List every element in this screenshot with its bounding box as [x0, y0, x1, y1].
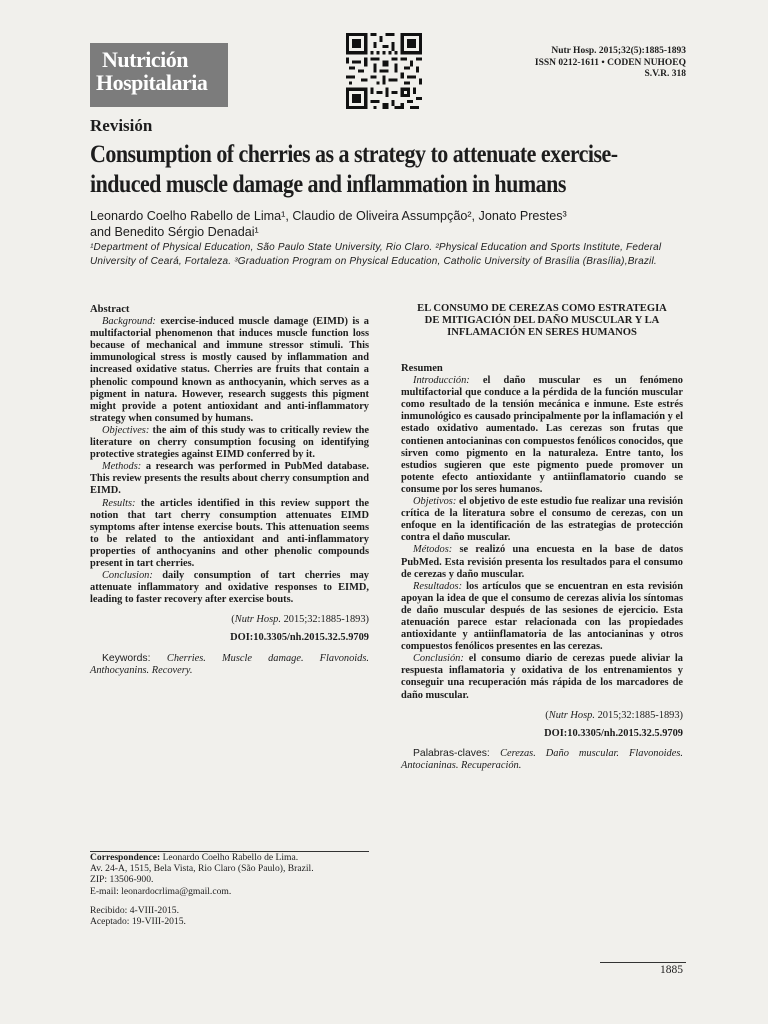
journal-metadata	[535, 46, 686, 81]
cite-es-rest: 2015;32:1885-1893)	[594, 709, 683, 721]
correspondence-zip: ZIP: 13506-900.	[90, 874, 154, 886]
received-date: Recibido: 4-VIII-2015.	[90, 904, 179, 916]
resumen-objectives	[401, 496, 683, 544]
affiliations: ¹Department of Physical Education, São Paulo State University, Rio Claro. ²Physical Education and Sports Institute, Federal University of Ceará, Fortaleza. ³Graduation Program on Physical Education, Catholic University of Brasília (Brasília),Brazil.	[90, 242, 662, 267]
background-label: Background:	[102, 316, 156, 328]
intro-label: Introducción:	[413, 375, 470, 387]
intro-text: el daño muscular es un fenómeno multifactorial que conduce a la pérdida de la función muscular como resultado de la tensión mecánica e inmune. Este estrés inmunológico es causado principalmente por la inflamación y el estado oxidativo aumentado. Las cerezas son frutas que contienen antocianinas con compuestos fenólicos conocidos, que sirven como pigmento en la naturaleza. Entre tanto, los estudios sugieren que este pigmento puede promover un potente efecto antioxidante y antiinflamatorio cuando se consume por los seres humanos.	[401, 375, 684, 495]
methods-label: Methods:	[102, 461, 142, 473]
resumen-methods	[401, 544, 683, 580]
cite-es-open: (	[545, 709, 549, 721]
background-text: exercise-induced muscle damage (EIMD) is a multifactorial phenomenon that induces muscle function loss because of mechanical and immune stressor stimuli. This immunological stress is mostly caused by inflammation and increased oxidative status. Cherries are fruits that contain a phenolic compound known as anthocyanin, which serves as a pigment in natura. However, research suggests this pigment might provide a potent antioxidant and anti-inflammatory strategy when consumed by humans.	[90, 316, 369, 424]
page-number: 1885	[660, 964, 683, 976]
citation-es	[401, 710, 683, 722]
journal-name-line1: Nutrición	[102, 47, 188, 72]
issn-line: ISSN 0212-1611 • CODEN NUHOEQ	[534, 57, 686, 68]
resultados-label: Resultados:	[413, 580, 463, 592]
keywords	[90, 653, 369, 677]
abstract-objectives	[90, 425, 369, 461]
authors	[90, 208, 690, 240]
journal-name-line2: Hospitalaria	[96, 70, 208, 95]
cite-es-journal: Nutr Hosp.	[548, 709, 595, 721]
keywords-list: Cherries. Muscle damage. Flavonoids. Anthocyanins. Recovery.	[90, 652, 370, 676]
abstract-conclusion	[90, 570, 369, 606]
keywords-es-list: Cerezas. Daño muscular. Flavonoides. Antocianinas. Recuperación.	[401, 747, 683, 771]
correspondence-email[interactable]: E-mail: leonardocrlima@gmail.com.	[90, 885, 232, 897]
objectives-label: Objectives:	[102, 424, 150, 436]
metodos-label: Métodos:	[413, 544, 453, 556]
abstract-english	[90, 304, 369, 677]
section-label: Revisión	[90, 116, 153, 135]
resumen-conclusion	[401, 653, 683, 701]
resultados-text: los artículos que se encuentran en esta revisión apoyan la idea de que el consumo de cerezas alivia los síntomas de daño muscular después de las sesiones de ejercicio. Esta atenuación parece estar relacionada con las propiedades antioxidante y antiinflamatoria de las antocianinas y otros compuestos fenólicos presentes en las cerezas.	[401, 580, 683, 653]
footer-rule	[600, 962, 686, 963]
authors-line2: and Benedito Sérgio Denadai¹	[90, 225, 259, 239]
journal-logo	[90, 43, 228, 107]
doi[interactable]: DOI:10.3305/nh.2015.32.5.9709	[230, 632, 369, 644]
objetivos-text: el objetivo de este estudio fue realizar una revisión crítica de la literatura sobre el consumo de cerezas, con un enfoque en la identificación de las estrategias de protección contra el daño muscular.	[401, 496, 683, 544]
resumen-results	[401, 581, 683, 654]
objectives-text: the aim of this study was to critically review the literature on cherry consumption focusing on identifying protective strategies against EIMD conferred by it.	[90, 424, 369, 461]
results-text: the articles identified in this review support the notion that tart cherry consumption attenuates EIMD symptoms after intense exercise bouts. This attenuation seems to be related to the antioxidant and anti-inflammatory properties of anthocyanins and other phenolic compounds present in tart cherries.	[90, 497, 369, 569]
conclusion-es-text: el consumo diario de cerezas puede aliviar la respuesta inflamatoria y oxidativa de los entrenamientos y conseguir una recuperación más rápida de los marcadores de daño muscular.	[401, 653, 683, 701]
conclusion-text: daily consumption of tart cherries may attenuate inflammatory and oxidative responses to EIMD, leading to faster recovery after exercise bouts.	[90, 570, 369, 606]
doi-es[interactable]: DOI:10.3305/nh.2015.32.5.9709	[544, 727, 683, 739]
cite-rest: 2015;32:1885-1893)	[280, 614, 369, 626]
correspondence-author: Leonardo Coelho Rabello de Lima.	[160, 852, 299, 863]
authors-line1: Leonardo Coelho Rabello de Lima¹, Claudio de Oliveira Assumpção², Jonato Prestes³	[90, 209, 567, 223]
resumen-intro	[401, 375, 683, 496]
abstract-background	[90, 316, 369, 425]
keywords-label: Keywords:	[102, 652, 167, 664]
abstract-spanish	[401, 303, 683, 772]
results-label: Results:	[102, 497, 136, 509]
qr-code-icon	[346, 33, 422, 109]
conclusion-label: Conclusion:	[102, 570, 153, 582]
conclusion-es-label: Conclusión:	[413, 653, 464, 665]
methods-text: a research was performed in PubMed database. This review presents the results about cherry consumption and EIMD.	[90, 461, 369, 497]
abstract-methods	[90, 461, 369, 497]
abstract-results	[90, 498, 369, 571]
correspondence-name	[90, 852, 369, 863]
correspondence-address: Av. 24-A, 1515, Bela Vista, Rio Claro (São Paulo), Brazil.	[90, 863, 314, 875]
keywords-es-label: Palabras-claves:	[413, 747, 501, 759]
objetivos-label: Objetivos:	[413, 496, 457, 508]
spanish-title: EL CONSUMO DE CEREZAS COMO ESTRATEGIA DE MITIGACIÓN DEL DAÑO MUSCULAR Y LA INFLAMACIÓN EN SERES HUMANOS	[417, 303, 667, 338]
keywords-es	[401, 748, 683, 772]
cite-journal: Nutr Hosp.	[234, 614, 281, 626]
correspondence-label: Correspondence:	[90, 852, 161, 863]
correspondence	[90, 851, 369, 927]
metodos-text: se realizó una encuesta en la base de datos PubMed. Esta revisión presenta los resultados para el consumo de cerezas y daño muscular.	[401, 544, 683, 580]
citation-line: Nutr Hosp. 2015;32(5):1885-1893	[551, 46, 686, 56]
accepted-date: Aceptado: 19-VIII-2015.	[90, 916, 186, 928]
article-title: Consumption of cherries as a strategy to attenuate exercise-induced muscle damage and inflammation in humans	[90, 141, 618, 198]
cite-open: (	[231, 614, 235, 626]
resumen-heading: Resumen	[401, 363, 443, 374]
citation	[90, 614, 369, 626]
abstract-heading: Abstract	[90, 304, 130, 315]
svr-line: S.V.R. 318	[644, 69, 686, 79]
